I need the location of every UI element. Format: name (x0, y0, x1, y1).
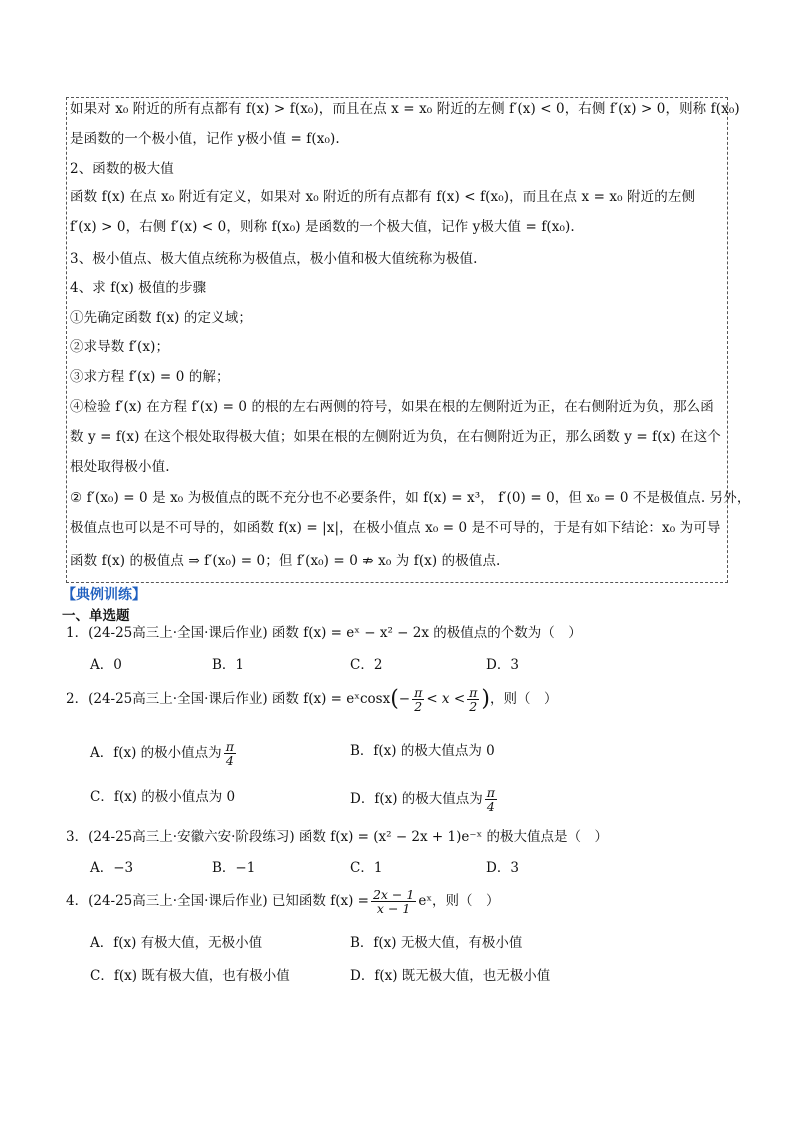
note-line-5: f′(x) > 0，右侧 f′(x) < 0，则称 f(x₀) 是函数的一个极大值，记作 y极大值 = f(x₀). (70, 219, 575, 235)
question-4-option-d: D．f(x) 既无极大值，也无极小值 (350, 968, 551, 984)
fraction-pi-over-4: $\frac{\pi}{4}$ (486, 785, 495, 814)
question-1-option-d: D．3 (486, 657, 519, 673)
question-3-option-d: D．3 (486, 860, 519, 876)
question-2-option-c: C．f(x) 的极小值点为 0 (90, 789, 236, 805)
question-3-option-a: A．−3 (90, 860, 134, 876)
question-1-option-c: C．2 (350, 657, 383, 673)
question-4-option-b: B．f(x) 无极大值，有极小值 (350, 935, 523, 951)
question-2-option-d: D．f(x) 的极大值点为 $\frac{\pi}{4}$ (350, 785, 495, 814)
note-line-10: ③求方程 f′(x) = 0 的解； (70, 369, 230, 385)
note-line-13: 根处取得极小值. (70, 459, 170, 475)
question-3-option-c: C．1 (350, 860, 383, 876)
note-line-6: 3、极小值点、极大值点统称为极值点，极小值和极大值统称为极值. (70, 251, 478, 267)
question-2-option-b: B．f(x) 的极大值点为 0 (350, 743, 495, 759)
question-3-option-b: B．−1 (212, 860, 256, 876)
fraction-pi-over-4: $\frac{\pi}{4}$ (225, 739, 234, 768)
fraction-2x-1-over-x-1: $\frac{2x - 1}{x - 1}$ (372, 887, 415, 916)
question-2-option-a: A．f(x) 的极小值点为 $\frac{\pi}{4}$ (90, 739, 234, 768)
fraction-neg-pi-over-2: $\frac{\pi}{2}$ (414, 685, 423, 714)
note-line-8: ①先确定函数 f(x) 的定义域； (70, 310, 252, 326)
note-line-4: 函数 f(x) 在点 x₀ 附近有定义，如果对 x₀ 附近的所有点都有 f(x) < f(x₀)，而且在点 x = x₀ 附近的左侧 (70, 189, 696, 205)
section-title: 【典例训练】 (62, 587, 146, 603)
question-1-option-b: B．1 (212, 657, 245, 673)
note-line-16: 函数 f(x) 的极值点 ⇒ f′(x₀) = 0；但 f′(x₀) = 0 ⇏ x₀ 为 f(x) 的极值点. (70, 553, 501, 569)
note-line-7: 4、求 f(x) 极值的步骤 (70, 280, 207, 296)
question-2-stem: 2．(24-25高三上·全国·课后作业) 函数 f(x) = eˣcosx(− $\frac{\pi}{2}$ < x < $\frac{\pi}{2}$ )，则（ ） (66, 685, 558, 714)
note-line-11: ④检验 f′(x) 在方程 f′(x) = 0 的根的左右两侧的符号，如果在根的左侧附近为正，在右侧附近为负，那么函 (70, 399, 714, 415)
note-line-9: ②求导数 f′(x)； (70, 339, 170, 355)
question-2-stem-tail: ，则（ ） (489, 691, 558, 707)
note-line-1: 如果对 x₀ 附近的所有点都有 f(x) > f(x₀)，而且在点 x = x₀ 附近的左侧 f′(x) < 0，右侧 f′(x) > 0，则称 f(x₀) (70, 101, 740, 117)
question-3-stem: 3．(24-25高三上·安徽六安·阶段练习) 函数 f(x) = (x² − 2x + 1)e⁻ˣ 的极大值点是（ ） (66, 829, 609, 845)
subsection-title: 一、单选题 (62, 608, 130, 624)
note-line-2: 是函数的一个极小值，记作 y极小值 = f(x₀). (70, 131, 340, 147)
question-4-option-c: C．f(x) 既有极大值，也有极小值 (90, 968, 290, 984)
fraction-pi-over-2: $\frac{\pi}{2}$ (469, 685, 478, 714)
question-1-option-a: A．0 (90, 657, 122, 673)
note-line-15: 极值点也可以是不可导的，如函数 f(x) = |x|，在极小值点 x₀ = 0 是不可导的，于是有如下结论：x₀ 为可导 (70, 520, 721, 536)
question-2-stem-lead: 2．(24-25高三上·全国·课后作业) 函数 f(x) = eˣcosx (66, 691, 391, 707)
note-line-12: 数 y = f(x) 在这个根处取得极大值；如果在根的左侧附近为负，在右侧附近为正，那么函数 y = f(x) 在这个 (70, 429, 721, 445)
note-line-3: 2、函数的极大值 (70, 161, 174, 177)
question-4-stem: 4．(24-25高三上·全国·课后作业) 已知函数 f(x) = $\frac{2x - 1}{x - 1}$ eˣ，则（ ） (66, 887, 500, 916)
note-line-14: ② f′(x₀) = 0 是 x₀ 为极值点的既不充分也不必要条件，如 f(x) = x³， f′(0) = 0，但 x₀ = 0 不是极值点. 另外， (70, 490, 751, 506)
question-1-stem: 1．(24-25高三上·全国·课后作业) 函数 f(x) = eˣ − x² − 2x 的极值点的个数为（ ） (66, 625, 582, 641)
question-4-option-a: A．f(x) 有极大值，无极小值 (90, 935, 263, 951)
